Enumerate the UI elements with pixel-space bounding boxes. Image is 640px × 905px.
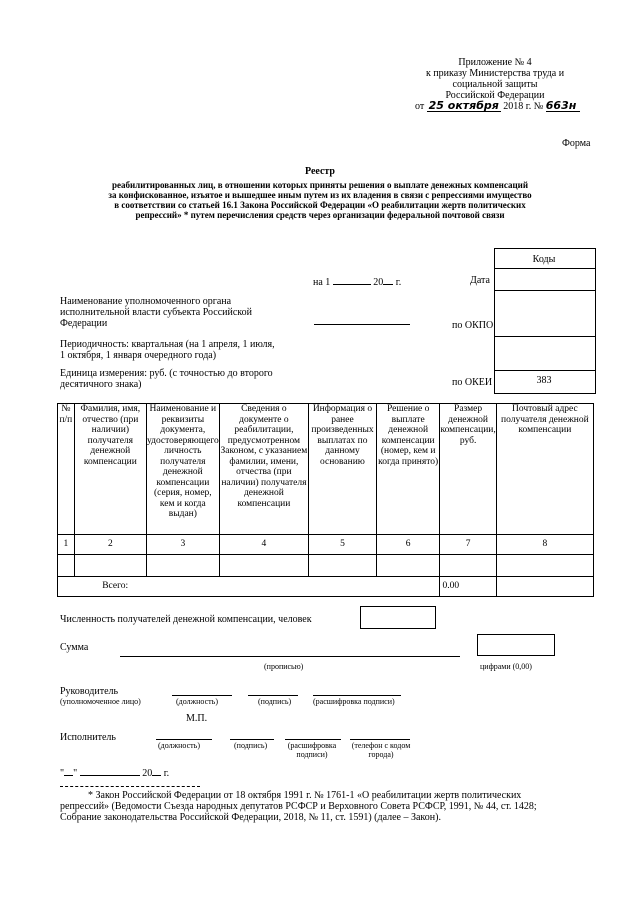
unit-label xyxy=(60,368,320,390)
header-cell: Почтовый адрес получателя денежной компенсации xyxy=(496,404,593,535)
footnote-line-2: репрессий» (Ведомости Съезда народных депутатов РСФСР и Верховного Совета РСФСР, 1991, № 44, ст. 1428; xyxy=(60,801,537,812)
codes-divider-3 xyxy=(494,336,595,337)
signing-date-line xyxy=(60,766,169,779)
subtitle-line-2: за конфискованное, изъятое и вышедшее иным путем из их владения в связи с репрессиями имущество xyxy=(108,190,532,200)
table-cell xyxy=(74,555,146,577)
report-date-day-blank xyxy=(333,275,371,285)
appendix-block xyxy=(410,57,580,101)
codes-okpo-label: по ОКПО xyxy=(452,320,494,331)
head-decoding-line xyxy=(313,695,401,696)
register-title: Реестр xyxy=(304,166,335,177)
header-cell: Фамилия, имя, отчество (при наличии) получателя денежной компенсации xyxy=(74,404,146,535)
column-number: 1 xyxy=(58,535,75,555)
executor-label: Исполнитель xyxy=(60,732,116,743)
head-sublabel: (уполномоченное лицо) xyxy=(60,697,141,706)
appendix-date-prefix: от xyxy=(415,101,425,112)
footnote xyxy=(60,790,600,823)
date-year-blank xyxy=(152,766,161,776)
table-cell xyxy=(496,555,593,577)
appendix-date-handwritten: 25 октября xyxy=(428,99,499,112)
total-value: 0.00 xyxy=(440,577,496,597)
periodicity-line-2: 1 октября, 1 января очередного года) xyxy=(60,350,217,361)
table-cell xyxy=(146,555,219,577)
head-signature-caption: (подпись) xyxy=(258,697,292,706)
authority-line-2: исполнительной власти субъекта Российской xyxy=(60,307,253,318)
column-number: 2 xyxy=(74,535,146,555)
head-decoding-caption: (расшифровка подписи) xyxy=(313,697,395,706)
table-total-row xyxy=(58,577,594,597)
table-cell xyxy=(440,555,496,577)
column-number: 6 xyxy=(376,535,440,555)
report-date-suffix: г. xyxy=(395,277,402,288)
header-cell: Наименование и реквизиты документа, удостоверяющего личность получателя денежной компенсации (серия, номер, кем и когда выдан) xyxy=(146,404,219,535)
sum-words-caption: (прописью) xyxy=(264,662,304,671)
table-number-row xyxy=(58,535,594,555)
report-date-year-blank xyxy=(383,275,393,285)
authority-line-3: Федерации xyxy=(60,318,108,329)
executor-decoding-line xyxy=(285,739,341,740)
appendix-title: Приложение № 4 xyxy=(458,57,532,68)
column-number: 8 xyxy=(496,535,593,555)
table-header-row xyxy=(58,404,594,535)
codes-divider-2 xyxy=(494,290,595,291)
okei-code-value: 383 xyxy=(536,375,552,386)
executor-position-line xyxy=(156,739,212,740)
head-signature-line xyxy=(248,695,298,696)
stamp-label: М.П. xyxy=(186,713,208,724)
authority-label xyxy=(60,296,300,329)
codes-divider-4 xyxy=(494,370,595,371)
codes-divider-1 xyxy=(494,268,595,269)
date-year: 20 xyxy=(142,768,153,779)
sum-digits-box xyxy=(477,634,555,656)
date-quote-close: " xyxy=(73,768,78,779)
table-cell xyxy=(376,555,440,577)
unit-line-1: Единица измерения: руб. (с точностью до второго xyxy=(60,368,273,379)
total-address-cell xyxy=(496,577,593,597)
sum-label: Сумма xyxy=(60,642,89,653)
header-cell: № п/п xyxy=(58,404,75,535)
header-cell: Размер денежной компенсации, руб. xyxy=(440,404,496,535)
head-label: Руководитель xyxy=(60,686,119,697)
date-month-blank xyxy=(80,766,140,776)
header-cell: Сведения о документе о реабилитации, предусмотренном Законом, с указанием фамилии, имени, отчества (при наличии) получателя денежной компенсации xyxy=(219,404,308,535)
subtitle-line-3: в соответствии со статьей 16.1 Закона Российской Федерации «О реабилитации жертв политических xyxy=(114,200,526,210)
column-number: 7 xyxy=(440,535,496,555)
register-subtitle xyxy=(20,180,620,220)
authority-name-blank xyxy=(314,324,410,325)
recipients-count-box xyxy=(360,606,436,629)
header-cell: Решение о выплате денежной компенсации (номер, кем и когда принято) xyxy=(376,404,440,535)
appendix-date-suffix: 2018 г. № xyxy=(503,101,544,112)
column-number: 5 xyxy=(309,535,377,555)
head-position-line xyxy=(172,695,232,696)
unit-line-2: десятичного знака) xyxy=(60,379,142,390)
periodicity-label xyxy=(60,339,320,361)
appendix-order-line: к приказу Министерства труда и xyxy=(425,68,565,79)
codes-date-label: Дата xyxy=(470,275,490,286)
authority-line-1: Наименование уполномоченного органа xyxy=(60,296,232,307)
appendix-country-line: Российской Федерации xyxy=(445,90,545,101)
executor-position-caption: (должность) xyxy=(158,741,200,750)
codes-header: Коды xyxy=(532,254,556,265)
table-cell xyxy=(219,555,308,577)
executor-phone-caption: (телефон с кодом города) xyxy=(351,741,411,759)
total-label: Всего: xyxy=(74,577,440,597)
codes-okei-label: по ОКЕИ xyxy=(452,377,493,388)
date-suffix: г. xyxy=(163,768,170,779)
column-number: 3 xyxy=(146,535,219,555)
appendix-number-handwritten: 663н xyxy=(546,100,580,112)
executor-decoding-caption: (расшифровка подписи) xyxy=(287,741,337,759)
report-date-line xyxy=(313,275,401,288)
periodicity-line-1: Периодичность: квартальная (на 1 апреля, 1 июля, xyxy=(60,339,275,350)
total-blank-cell xyxy=(58,577,75,597)
executor-signature-caption: (подпись) xyxy=(234,741,268,750)
header-cell: Информация о ранее произведенных выплатах по данному основанию xyxy=(309,404,377,535)
sum-digits-caption: цифрами (0,00) xyxy=(480,662,532,671)
date-quote-open: " xyxy=(60,768,65,779)
report-date-prefix: на 1 xyxy=(313,277,331,288)
register-table xyxy=(57,403,594,597)
footnote-line-3: Собрание законодательства Российской Федерации, 2018, № 11, ст. 1591) (далее – Закон). xyxy=(60,812,441,823)
form-label: Форма xyxy=(562,138,591,149)
table-row xyxy=(58,555,594,577)
report-date-year: 20 xyxy=(373,277,384,288)
appendix-ministry-line: социальной защиты xyxy=(452,79,538,90)
sum-words-line xyxy=(120,656,460,657)
appendix-date-line xyxy=(415,100,595,112)
date-day-blank xyxy=(64,766,73,776)
table-cell xyxy=(309,555,377,577)
recipients-count-label: Численность получателей денежной компенсации, человек xyxy=(60,614,312,625)
subtitle-line-1: реабилитированных лиц, в отношении которых приняты решения о выплате денежных компенсаций xyxy=(111,180,529,190)
executor-signature-line xyxy=(230,739,274,740)
subtitle-line-4: репрессий» * путем перечисления средств через организации федеральной почтовой связи xyxy=(135,210,505,220)
codes-box xyxy=(494,248,596,394)
column-number: 4 xyxy=(219,535,308,555)
head-position-caption: (должность) xyxy=(176,697,218,706)
executor-phone-line xyxy=(350,739,410,740)
footnote-separator xyxy=(60,786,200,787)
table-cell xyxy=(58,555,75,577)
footnote-line-1: * Закон Российской Федерации от 18 октября 1991 г. № 1761-1 «О реабилитации жертв политических xyxy=(88,790,522,801)
